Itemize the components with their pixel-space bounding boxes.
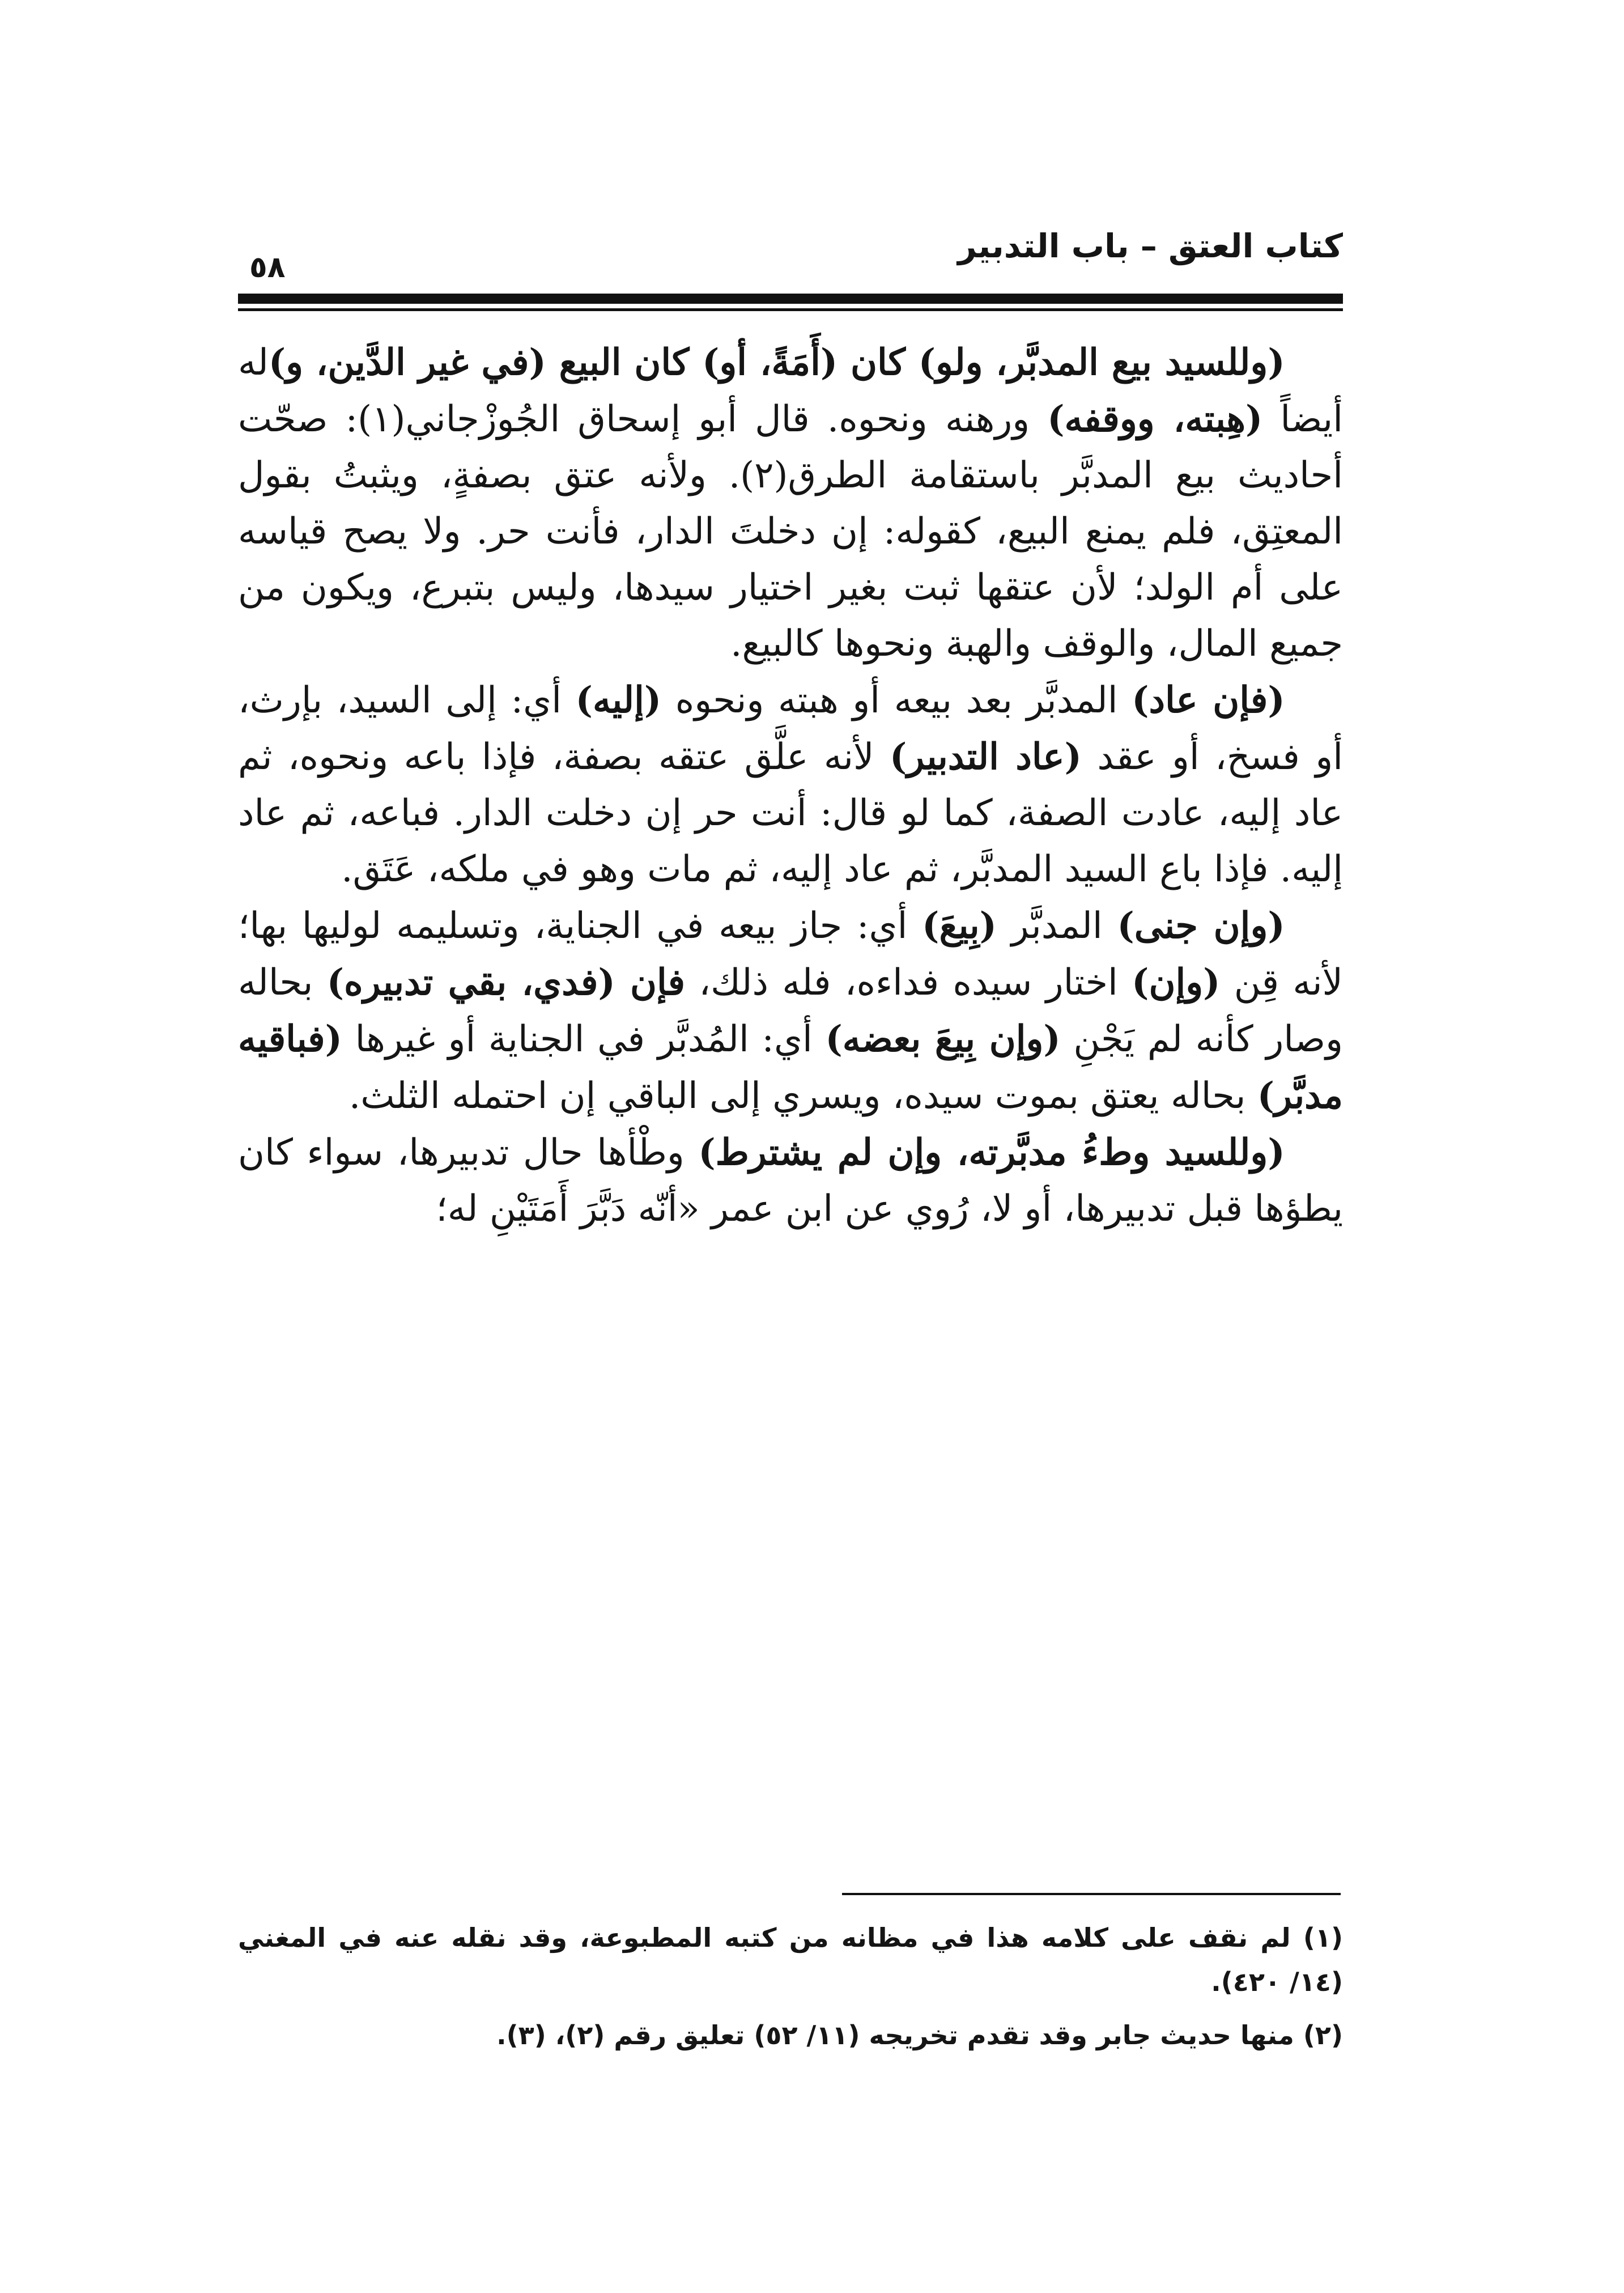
- matn-text: (وإن بِيعَ بعضه): [825, 1018, 1061, 1060]
- matn-text: (بِيعَ): [922, 905, 997, 947]
- header-rule-thick: [238, 294, 1343, 304]
- commentary-text: أي: جاز بيعه في الجناية، وتسليمه لوليها بها؛ لأنه قِن: [238, 905, 1344, 1004]
- footnotes: [238, 1916, 1343, 2066]
- page-header: [238, 221, 1343, 312]
- header-rule-thin: [238, 308, 1343, 311]
- paragraph: [238, 898, 1343, 1124]
- paragraph: [238, 672, 1343, 898]
- matn-text: (إليه): [575, 679, 662, 721]
- commentary-text: بحاله يعتق بموت سيده، ويسري إلى الباقي إن احتمله الثلث.: [348, 1075, 1257, 1117]
- commentary-text: وطْأها حال تدبيرها، سواء كان يطؤها قبل تدبيرها، أو لا، رُوي عن ابن عمر «أنّه دَبَّرَ أَمَتَيْنِ له؛: [238, 1132, 1343, 1230]
- matn-text: (وللسيد وطءُ مدبَّرته، وإن لم يشترط): [698, 1131, 1285, 1174]
- matn-text: (فباقيه مدبَّر): [238, 1018, 1343, 1117]
- footnote: (٢) منها حديث جابر وقد تقدم تخريجه (١١/ ٥٢) تعليق رقم (٢)، (٣).: [496, 2020, 1343, 2050]
- commentary-text: المدبَّر: [996, 905, 1117, 947]
- matn-text: (وللسيد بيع المدبَّر، ولو) كان (أَمَةً، أو) كان البيع (في غير الدَّين، و): [268, 341, 1285, 384]
- commentary-text: بحاله وصار كأنه لم يَجْنِ: [238, 962, 1344, 1060]
- commentary-text: أي: المُدبَّر في الجناية أو غيرها: [342, 1018, 826, 1060]
- matn-text: (هِبته، ووقفه): [1047, 398, 1263, 440]
- commentary-text: لأنه علَّق عتقه بصفة، فإذا باعه ونحوه، ثم عاد إليه، عادت الصفة، كما لو قال: أنت حر إن دخلت الدار. فباعه، ثم عاد إليه. فإذا باع السيد المدبَّر، ثم عاد إليه، ثم مات وهو في ملكه، عَتَق.: [238, 736, 1344, 890]
- matn-text: (وإن جنى): [1117, 905, 1285, 947]
- running-title: كتاب العتق – باب التدبير: [958, 227, 1343, 265]
- paragraph: [238, 1124, 1343, 1237]
- footnote-separator: [842, 1893, 1341, 1895]
- main-text: [238, 334, 1343, 1237]
- commentary-text: له أيضاً: [238, 342, 1344, 440]
- commentary-text: المدبَّر بعد بيعه أو هبته ونحوه: [661, 680, 1132, 721]
- matn-text: فإن (فدي، بقي تدبيره): [326, 961, 686, 1004]
- matn-text: (عاد التدبير): [890, 736, 1082, 778]
- commentary-text: ورهنه ونحوه. قال أبو إسحاق الجُوزْجاني(١): صحّت أحاديث بيع المدبَّر باستقامة الطرق(٢). ولأنه عتق بصفةٍ، ويثبتُ بقول المعتِق، فلم يمنع البيع، كقوله: إن دخلتَ الدار، فأنت حر. ولا يصح قياسه على أم الولد؛ لأن عتقها ثبت بغير اختيار سيدها، وليس بتبرع، ويكون من جميع المال، والوقف والهبة ونحوها كالبيع.: [238, 398, 1344, 665]
- commentary-text: أي: إلى السيد، بإرث، أو فسخ، أو عقد: [238, 680, 1344, 778]
- page-number: ٥٨: [249, 250, 286, 284]
- paragraph: [238, 334, 1343, 672]
- matn-text: (وإن): [1132, 961, 1221, 1004]
- footnote: (١) لم نقف على كلامه هذا في مظانه من كتبه المطبوعة، وقد نقله عنه في المغني (١٤/ ٤٢٠).: [238, 1922, 1343, 1997]
- commentary-text: اختار سيده فداءه، فله ذلك،: [685, 962, 1132, 1004]
- matn-text: (فإن عاد): [1132, 679, 1285, 721]
